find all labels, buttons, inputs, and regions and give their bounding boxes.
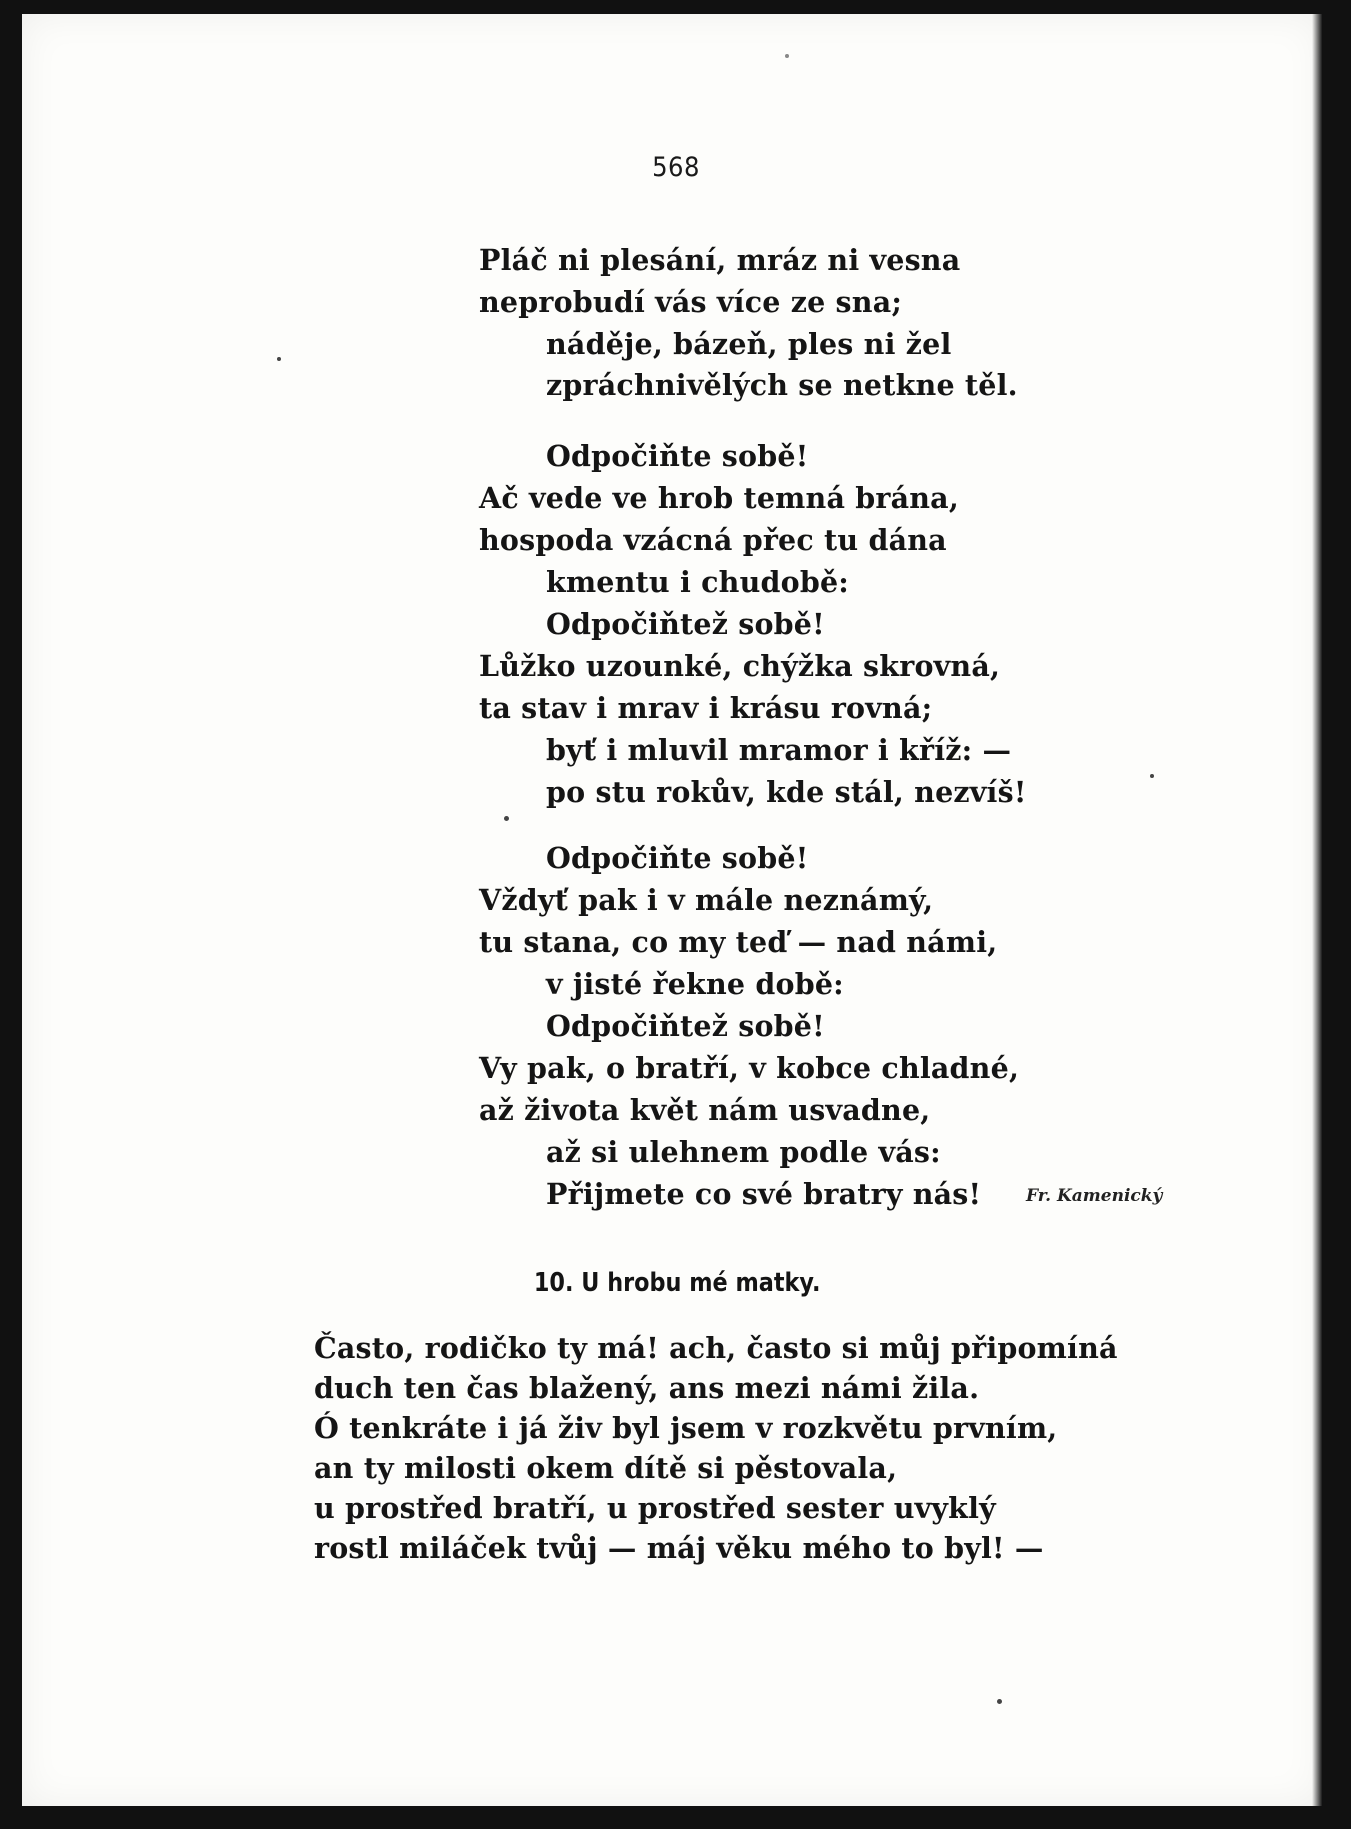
poem-line: ta stav i mrav i krásu rovná; [479, 691, 933, 725]
poem-line: Vy pak, o bratří, v kobce chladné, [479, 1051, 1020, 1085]
poem-line: hospoda vzácná přec tu dána [479, 523, 947, 557]
poem-line: až si ulehnem podle vás: [546, 1135, 941, 1169]
poem-line: Odpočiňte sobě! [546, 439, 809, 473]
poem-line: kmentu i chudobě: [546, 565, 850, 599]
poem-line: Ač vede ve hrob temná brána, [479, 481, 959, 515]
book-page [22, 14, 1322, 1806]
poem-line: u prostřed bratří, u prostřed sester uvyklý [314, 1491, 996, 1525]
scan-speck [1150, 774, 1154, 778]
poem-line: v jisté řekne době: [546, 967, 844, 1001]
poem-line: náděje, bázeň, ples ni žel [546, 327, 952, 361]
poem-line: po stu rokův, kde stál, nezvíš! [546, 775, 1027, 809]
poem-line: Ó tenkráte i já živ byl jsem v rozkvětu prvním, [314, 1411, 1058, 1445]
poem-line: tu stana, co my teď — nad námi, [479, 925, 998, 959]
poem-line: byť i mluvil mramor i kříž: — [546, 733, 1012, 767]
scan-speck [277, 357, 281, 361]
poem-line: Odpočiňtež sobě! [546, 607, 825, 641]
poem-line: Pláč ni plesání, mráz ni vesna [479, 243, 961, 277]
poem-line: Odpočiňte sobě! [546, 841, 809, 875]
poem-line: duch ten čas blažený, ans mezi námi žila. [314, 1371, 980, 1405]
scan-speck [997, 1699, 1002, 1704]
section-heading: 10. U hrobu mé matky. [533, 1268, 821, 1298]
poem-line: Lůžko uzounké, chýžka skrovná, [479, 649, 1001, 683]
poem-line: Vždyť pak i v mále neznámý, [479, 883, 934, 917]
poem-line: zpráchnivělých se netkne těl. [546, 368, 1018, 402]
poem-line: Přijmete co své bratry nás! [546, 1177, 982, 1211]
poem-line: an ty milosti okem dítě si pěstovala, [314, 1451, 898, 1485]
scan-speck [504, 816, 509, 821]
scan-edge [1312, 14, 1322, 1806]
poem-line: až života květ nám usvadne, [479, 1093, 931, 1127]
page-number: 568 [652, 152, 700, 183]
poem-line: neprobudí vás více ze sna; [479, 285, 903, 319]
author-signature: Fr. Kamenický [1026, 1186, 1163, 1206]
poem-line: Často, rodičko ty má! ach, často si můj připomíná [314, 1331, 1118, 1365]
scan-speck [785, 54, 789, 58]
poem-line: Odpočiňtež sobě! [546, 1009, 825, 1043]
poem-line: rostl miláček tvůj — máj věku mého to byl! — [314, 1531, 1044, 1565]
